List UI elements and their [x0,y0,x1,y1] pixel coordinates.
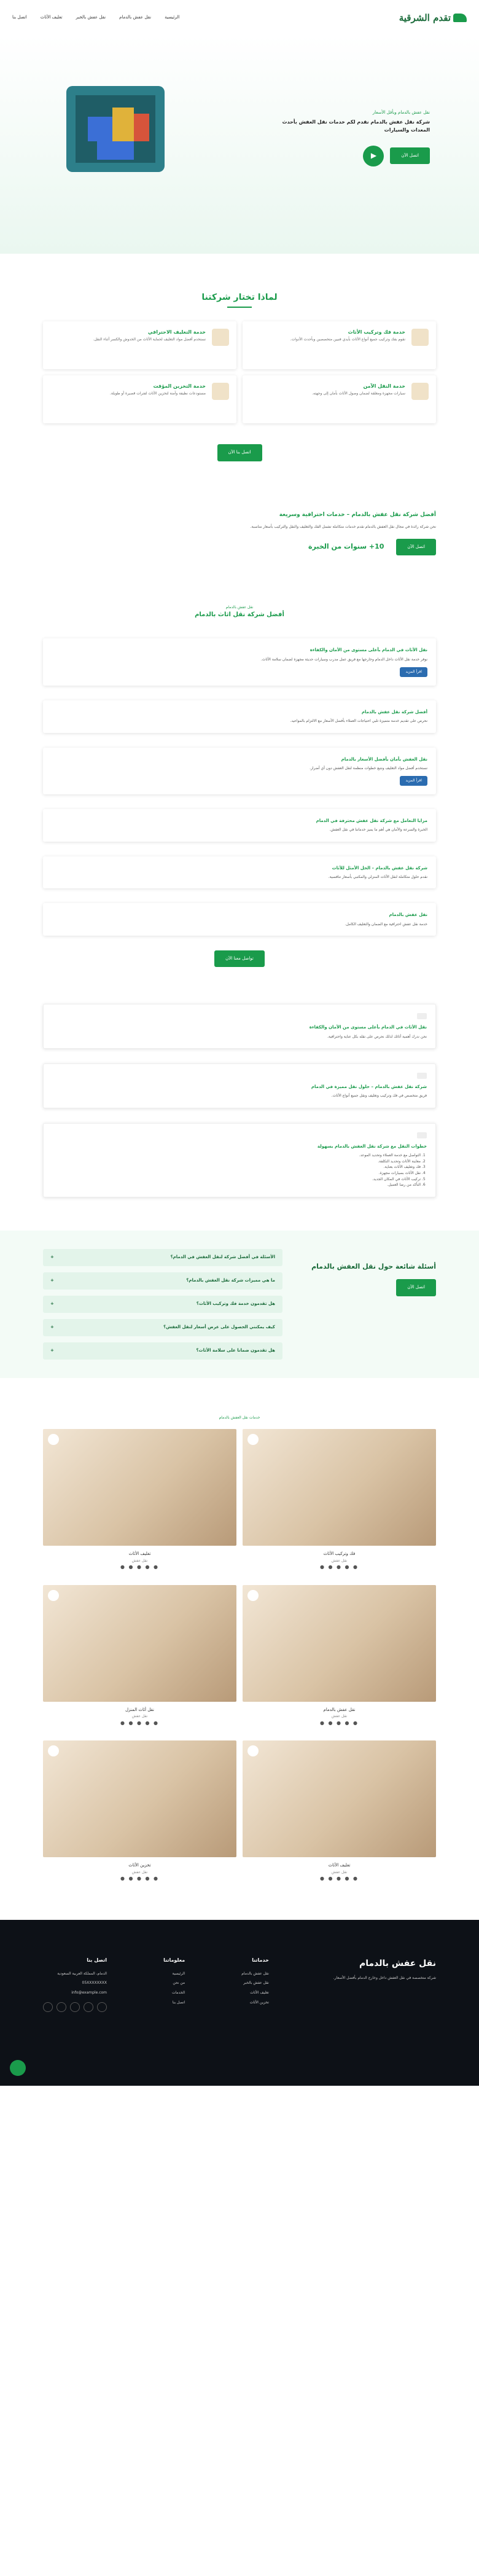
nav-item[interactable]: اتصل بنا [12,15,27,20]
feature-title: خدمة النقل الآمن [363,383,405,390]
instagram-icon[interactable] [70,2002,80,2012]
features-grid [43,321,436,423]
best-section [0,486,479,580]
hero-section [0,36,479,254]
article-card [43,856,436,889]
truck-icon [411,383,429,400]
gallery-tile[interactable] [43,1740,236,1883]
footer-brand-text: شركة متخصصة في نقل العفش داخل وخارج الدمام بأفضل الأسعار. [333,1976,436,1981]
phone[interactable]: 05XXXXXXXX [82,1981,107,1986]
gallery-tile[interactable] [43,1585,236,1728]
best-title: أفضل شركة نقل عفش بالدمام – خدمات احترافية وسريعة [279,511,436,518]
contact-button[interactable]: تواصل معنا الآن [214,950,265,967]
info-card [43,1004,436,1049]
play-icon[interactable]: ▶ [363,146,384,166]
step-item: 3. فك وتغليف الأثاث بعناية. [52,1164,421,1170]
social-links [43,2002,107,2012]
gallery-title: خدمات نقل العفش بالدمام [219,1415,260,1420]
plus-icon: + [50,1348,54,1353]
gallery-tile[interactable] [243,1585,436,1728]
feature-text: سيارات مجهزة ومغلقة لضمان وصول الأثاث بأمان إلى وجهته. [312,391,405,396]
info-title: خطوات النقل مع شركة نقل العفش بالدمام بسهولة [317,1143,427,1149]
info-title: شركة نقل عفش بالدمام – حلول نقل مميزة في الدمام [311,1084,427,1090]
feature-title: خدمة فك وتركيب الأثاث [348,329,405,335]
gallery-tile[interactable] [243,1429,436,1572]
service-photo [43,1585,236,1702]
footer-link[interactable]: نقل عفش بالدمام [241,1971,269,1976]
logo-text: تقدم الشرقية [399,12,451,23]
hero-title: شركة نقل عفش بالدمام نقدم لكم خدمات نقل العفش بأحدث المعدات والسيارات [282,119,430,133]
site-footer [0,1920,479,2086]
feature-card [43,375,236,423]
faq-list [43,1249,282,1360]
whatsapp-float-button[interactable] [10,2060,26,2076]
rating-stars: ● ● ● ● ● [319,1720,359,1726]
rating-stars: ● ● ● ● ● [319,1564,359,1570]
feature-text: نقوم بفك وتركيب جميع أنواع الأثاث بأيدي فنيين متخصصين وبأحدث الأدوات. [290,337,405,342]
feature-card [243,375,436,423]
gallery-tile[interactable] [243,1740,436,1883]
read-more-button[interactable]: اقرأ المزيد [400,667,427,677]
tile-sub: نقل عفش [131,1714,148,1719]
article-card [43,748,436,794]
faq-item[interactable] [43,1319,282,1336]
address: الدمام، المملكة العربية السعودية [57,1971,107,1976]
tile-caption: تغليف الأثاث [328,1863,351,1868]
rating-stars: ● ● ● ● ● [319,1876,359,1882]
article-title: نقل الأثاث في الدمام بأعلى مستوى من الأمان والكفاءة [310,648,427,653]
thumb-icon [417,1132,427,1138]
service-photo [243,1740,436,1857]
storage-icon [212,383,229,400]
furniture-icon [411,329,429,346]
gallery-section [0,1378,479,1920]
nav-item[interactable]: نقل عفش بالخبر [76,15,106,20]
hero-text [270,109,430,166]
tile-sub: نقل عفش [131,1558,148,1563]
article-text: خدمة نقل عفش احترافية مع الضمان والتغليف الكامل. [345,922,427,926]
footer-heading: اتصل بنا [87,1957,107,1963]
tile-sub: نقل عفش [131,1869,148,1874]
plus-icon: + [50,1301,54,1307]
articles-head [43,605,436,621]
site-header [0,0,479,36]
cart-icon[interactable] [48,1434,59,1445]
article-text: نوفر خدمة نقل الأثاث داخل الدمام وخارجها مع فريق عمل مدرب وسيارات حديثة مجهزة لضمان سلامة الأثاث. [260,657,427,662]
tile-sub: نقل عفش [331,1869,348,1874]
faq-section [0,1231,479,1378]
faq-question: ما هي مميزات شركة نقل العفش بالدمام؟ [186,1278,275,1283]
article-title: نقل العفش بأمان بأفضل الأسعار بالدمام [341,756,427,762]
steps-list [52,1153,427,1188]
faq-question: هل تقدمون ضمانا على سلامة الأثاث؟ [196,1348,275,1353]
whatsapp-icon[interactable] [43,2002,53,2012]
packing-icon [212,329,229,346]
faq-item[interactable] [43,1249,282,1266]
articles-title: أفضل شركة نقل اثاث بالدمام [195,611,284,619]
footer-link[interactable]: نقل عفش بالخبر [243,1981,269,1986]
step-item: 2. معاينة الأثاث وتحديد التكلفة. [52,1159,421,1165]
feature-title: خدمة التخزين المؤقت [153,383,206,390]
thumb-icon [417,1013,427,1019]
feature-title: خدمة التغليف الاحترافي [147,329,206,335]
faq-item[interactable] [43,1342,282,1360]
article-text: نستخدم أفضل مواد التغليف ونتبع خطوات منظمة لنقل العفش دون أي أضرار. [310,765,427,770]
rating-stars: ● ● ● ● ● [120,1564,160,1570]
main-nav [12,14,179,21]
step-item: 5. تركيب الأثاث في المكان الجديد. [52,1176,421,1183]
tile-caption: تخزين الأثاث [128,1863,151,1868]
info-section [0,985,479,1230]
articles-section [0,580,479,986]
experience-years: 10+ سنوات من الخبرة [308,542,384,551]
service-photo [243,1585,436,1702]
article-text: الخبرة والسرعة والأمان هي أهم ما يميز خدماتنا في نقل العفش. [329,828,427,832]
article-text: نقدم حلول متكاملة لنقل الأثاث المنزلي والمكتبي بأسعار تنافسية. [328,874,427,879]
footer-brand-title: نقل عفش بالدمام [359,1959,436,1969]
cart-icon[interactable] [48,1590,59,1601]
step-item: 1. التواصل مع خدمة العملاء وتحديد الموعد. [52,1153,421,1159]
twitter-icon[interactable] [84,2002,93,2012]
article-title: مزايا التعامل مع شركة نقل عفش محترفة في الدمام [316,818,427,823]
best-text: نحن شركة رائدة في مجال نقل العفش بالدمام نقدم خدمات متكاملة تشمل الفك والتغليف والنقل والتركيب بأسعار مناسبة. [250,524,436,529]
best-row [43,539,436,555]
footer-link[interactable]: الرئيسية [172,1971,185,1976]
step-item: 4. نقل الأثاث بسيارات مجهزة. [52,1170,421,1176]
nav-item[interactable]: نقل عفش بالدمام [119,15,152,20]
site-logo[interactable] [399,10,467,25]
faq-item[interactable] [43,1272,282,1290]
footer-contact [43,1957,107,2012]
info-text: فريق متخصص في فك وتركيب وتغليف ونقل جميع أنواع الأثاث. [331,1094,427,1098]
contact-button[interactable]: اتصل بنا الآن [217,444,262,461]
truck-illustration [54,80,177,178]
footer-link[interactable]: اتصل بنا [172,2000,185,2005]
hero-subtitle: نقل عفش بالدمام وبأقل الأسعار [372,110,430,115]
call-button[interactable]: اتصل الآن [396,539,436,555]
info-card [43,1063,436,1108]
footer-services [241,1957,269,2012]
info-card [43,1123,436,1197]
faq-intro [301,1249,436,1360]
footer-heading: معلوماتنا [163,1957,185,1963]
footer-link[interactable]: من نحن [173,1981,185,1986]
tile-caption: نقل أثاث المنزل [125,1707,155,1712]
info-text: نحن ندرك أهمية أثاثك لذلك نحرص على نقله بكل عناية واحترافية. [327,1034,427,1039]
title-underline [227,307,252,308]
article-card [43,638,436,685]
feature-card [243,321,436,369]
nav-item[interactable]: تغليف الأثاث [40,15,63,20]
footer-brand [325,1957,436,2012]
tile-caption: نقل عفش بالدمام [323,1707,356,1712]
service-photo [43,1429,236,1546]
why-section [0,254,479,486]
rating-stars: ● ● ● ● ● [120,1876,160,1882]
footer-link[interactable]: تغليف الأثاث [250,1991,269,1995]
gallery-tile[interactable] [43,1429,236,1572]
logo-icon [453,14,467,22]
footer-links [163,1957,185,2012]
faq-item[interactable] [43,1296,282,1313]
article-title: أفضل شركة نقل عفش بالدمام [361,709,427,714]
service-photo [43,1740,236,1857]
section-title: لماذا تختار شركتنا [201,292,278,302]
article-card [43,809,436,842]
feature-card [43,321,236,369]
faq-question: هل تقدمون خدمة فك وتركيب الأثاث؟ [196,1301,275,1307]
tile-caption: تغليف الأثاث [128,1551,151,1557]
email[interactable]: info@example.com [71,1991,107,1995]
feature-text: نستخدم أفضل مواد التغليف لحماية الأثاث من الخدوش والكسر أثناء النقل. [93,337,206,342]
plus-icon: + [50,1255,54,1260]
cart-icon[interactable] [247,1590,259,1601]
youtube-icon[interactable] [56,2002,66,2012]
rating-stars: ● ● ● ● ● [120,1720,160,1726]
hero-call-button[interactable]: اتصل الآن [390,147,430,164]
thumb-icon [417,1073,427,1079]
plus-icon: + [50,1325,54,1330]
read-more-button[interactable]: اقرأ المزيد [400,776,427,786]
article-card [43,903,436,936]
article-text: نحرص على تقديم خدمة متميزة تلبي احتياجات العملاء بأفضل الأسعار مع الالتزام بالمواعيد. [290,718,427,723]
cart-icon[interactable] [247,1434,259,1445]
tile-caption: فك وتركيب الأثاث [323,1551,356,1557]
nav-item[interactable]: الرئيسية [165,15,180,20]
cart-icon[interactable] [48,1745,59,1756]
tile-sub: نقل عفش [331,1558,348,1563]
call-button[interactable]: اتصل الآن [396,1279,436,1296]
tile-sub: نقل عفش [331,1714,348,1719]
faq-question: كيف يمكنني الحصول على عرض أسعار لنقل العفش؟ [163,1325,275,1330]
hero-actions [270,146,430,166]
gallery-grid [43,1429,436,1883]
footer-link[interactable]: تخزين الأثاث [249,2000,269,2005]
step-item: 6. التأكد من رضا العميل. [52,1182,421,1188]
article-card [43,700,436,733]
faq-question: الأسئلة في أفضل شركة لنقل العفش في الدمام؟ [170,1255,275,1260]
article-title: نقل عفش بالدمام [389,912,427,918]
footer-heading: خدماتنا [252,1957,269,1963]
info-title: نقل الأثاث في الدمام بأعلى مستوى من الأمان والكفاءة [309,1025,427,1030]
facebook-icon[interactable] [97,2002,107,2012]
footer-link[interactable]: الخدمات [171,1991,185,1995]
articles-subtitle: نقل عفش بالدمام [225,605,254,609]
cart-icon[interactable] [247,1745,259,1756]
faq-title: أسئلة شائعة حول نقل العفش بالدمام [311,1262,436,1270]
service-photo [243,1429,436,1546]
article-title: شركة نقل عفش بالدمام – الحل الأمثل للأثاث [332,865,427,871]
plus-icon: + [50,1278,54,1283]
feature-text: مستودعات نظيفة وآمنة لتخزين الأثاث لفترات قصيرة أو طويلة. [109,391,206,396]
